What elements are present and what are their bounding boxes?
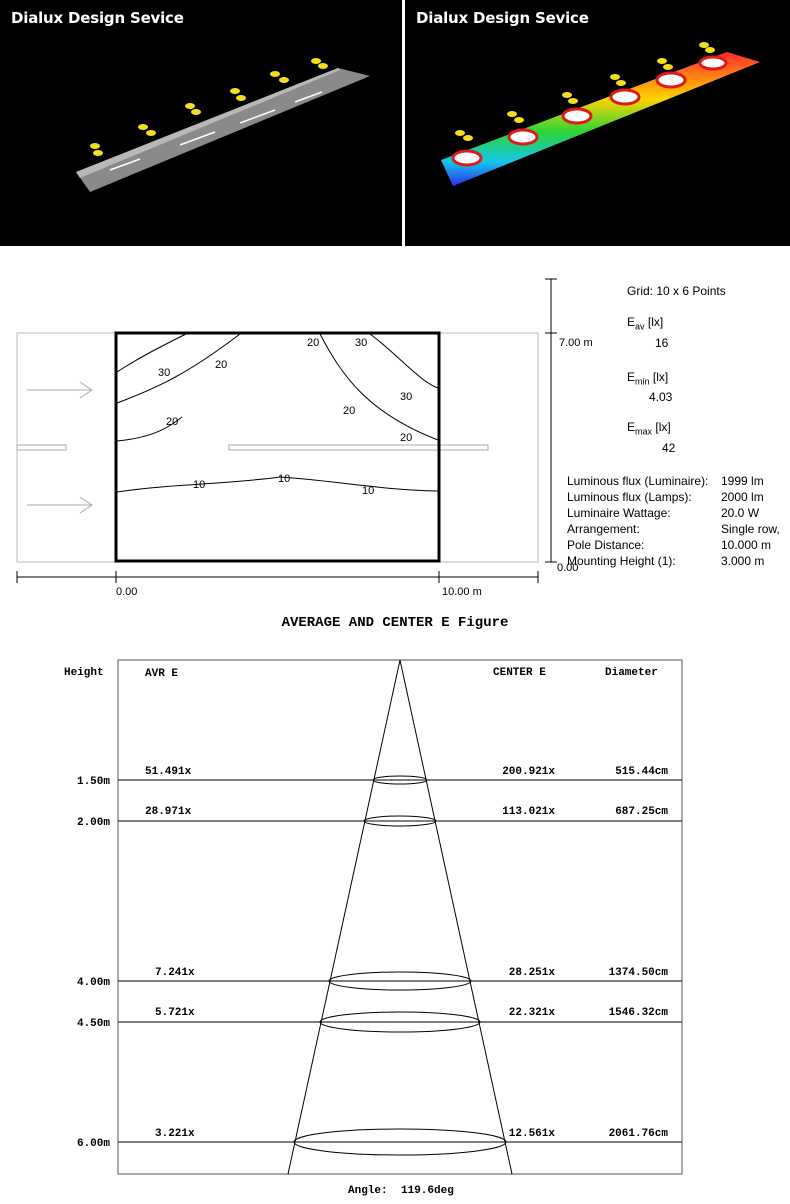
contour-label: 10: [278, 473, 291, 485]
spec-label: Luminaire Wattage:: [567, 506, 671, 520]
eav-value: 16: [655, 336, 669, 350]
luminaire-icon: [455, 130, 465, 136]
spec-label: Mounting Height (1):: [567, 554, 676, 568]
center-value: 200.921x: [502, 766, 555, 778]
road-render-plain: [0, 0, 402, 246]
contour-labels: [158, 337, 412, 497]
spec-value: 1999 lm: [721, 474, 764, 488]
height-label: 6.00m: [76, 1138, 110, 1150]
road-render-false-color: [405, 0, 790, 246]
contour-30-right: [370, 334, 438, 388]
avr-value: 3.221x: [155, 1128, 195, 1140]
spec-label: Pole Distance:: [567, 538, 645, 552]
vertical-scale: [545, 279, 557, 562]
cone-row: [77, 1007, 682, 1032]
height-label: 2.00m: [76, 817, 110, 829]
contour-label: 10: [362, 485, 375, 497]
cone-outline: [288, 660, 512, 1174]
contour-label: 10: [193, 479, 206, 491]
cone-row: [77, 967, 682, 990]
luminaire-icon: [270, 71, 280, 77]
scale-y-top-label: 7.00 m: [559, 337, 593, 349]
height-label: 4.00m: [76, 977, 110, 989]
isolux-contours: [117, 334, 438, 492]
horizontal-scale: [17, 571, 538, 583]
center-value: 12.561x: [508, 1128, 555, 1140]
spec-label: Luminous flux (Lamps):: [567, 490, 692, 504]
luminaire-icon: [562, 92, 572, 98]
road-outline: [17, 333, 538, 562]
header-diameter: Diameter: [605, 667, 658, 679]
contour-label: 20: [343, 405, 356, 417]
render-plain-view: [0, 0, 402, 246]
spec-value: 10.000 m: [721, 538, 772, 552]
avr-value: 5.721x: [155, 1007, 195, 1019]
luminaire-icon: [610, 74, 620, 80]
isolux-diagram: [0, 262, 593, 602]
road-surface: [76, 68, 370, 192]
contour-label: 30: [158, 367, 171, 379]
angle-label: Angle:: [348, 1185, 388, 1197]
cone-left-edge: [288, 660, 400, 1174]
cone-right-edge: [400, 660, 512, 1174]
contour-20-right: [320, 334, 438, 440]
contour-30-left: [117, 334, 186, 372]
cone-diagram: [0, 640, 790, 1204]
diameter-value: 2061.76cm: [608, 1128, 668, 1140]
contour-label: 20: [215, 359, 228, 371]
spec-value: 20.0 W: [721, 506, 760, 520]
luminaire-icon: [311, 58, 321, 64]
angle-caption: [348, 1185, 454, 1197]
lane-strip: [17, 445, 66, 450]
spec-label: Luminous flux (Luminaire):: [567, 474, 709, 488]
height-label: 4.50m: [76, 1018, 110, 1030]
eav-heading: $E_{av}$ [lx]: [627, 315, 664, 332]
contour-label: 20: [400, 432, 413, 444]
luminaire-icon: [185, 103, 195, 109]
scale-y-bottom-label: 0.00: [557, 562, 579, 574]
center-value: 22.321x: [508, 1007, 555, 1019]
luminaire-icon: [138, 124, 148, 130]
contour-label: 20: [307, 337, 320, 349]
header-height: Height: [64, 667, 104, 679]
spec-value: Single row,: [721, 522, 780, 536]
emin-heading: $E_{min}$ [lx]: [627, 370, 669, 387]
cone-frame: [118, 660, 682, 1174]
road-edge: [76, 68, 340, 178]
luminaire-icon: [90, 143, 100, 149]
contour-label: 20: [166, 416, 179, 428]
scale-x-right-label: 10.00 m: [442, 586, 482, 598]
center-value: 28.251x: [508, 967, 555, 979]
height-label: 1.50m: [76, 776, 110, 788]
render-left-title: Dialux Design Sevice: [11, 9, 184, 27]
spec-value: 2000 lm: [721, 490, 764, 504]
illuminance-surface: [441, 52, 760, 186]
center-value: 113.021x: [502, 806, 555, 818]
render-right-title: Dialux Design Sevice: [416, 9, 589, 27]
luminaire-icon: [507, 111, 517, 117]
lane-strip: [229, 445, 488, 450]
scale-x-left-label: 0.00: [116, 586, 138, 598]
angle-value: 119.6deg: [401, 1185, 454, 1197]
diameter-value: 1546.32cm: [608, 1007, 668, 1019]
emax-heading: $E_{max}$ [lx]: [627, 420, 671, 437]
emax-value: 42: [662, 441, 676, 455]
avr-value: 28.971x: [145, 806, 192, 818]
header-avr: AVR E: [145, 668, 179, 680]
header-center: CENTER E: [493, 667, 546, 679]
grid-info: Grid: 10 x 6 Points: [627, 284, 726, 298]
cone-rows: [77, 766, 682, 1155]
spec-value: 3.000 m: [721, 554, 765, 568]
diameter-value: 515.44cm: [615, 766, 668, 778]
avr-value: 51.491x: [145, 766, 192, 778]
luminaire-icon: [230, 88, 240, 94]
contour-label: 30: [355, 337, 368, 349]
cone-row: [77, 806, 682, 829]
luminaire-icon: [657, 58, 667, 64]
diameter-value: 1374.50cm: [608, 967, 668, 979]
contour-label: 30: [400, 391, 413, 403]
spec-label: Arrangement:: [567, 522, 640, 536]
cone-figure-title: AVERAGE AND CENTER E Figure: [281, 615, 509, 631]
avr-value: 7.241x: [155, 967, 195, 979]
emin-value: 4.03: [649, 390, 673, 404]
luminaire-icon: [699, 42, 709, 48]
cone-row: [77, 1128, 682, 1155]
traffic-arrows: [27, 382, 92, 513]
cone-row: [77, 766, 682, 788]
diameter-value: 687.25cm: [615, 806, 668, 818]
render-false-color-view: [405, 0, 790, 246]
